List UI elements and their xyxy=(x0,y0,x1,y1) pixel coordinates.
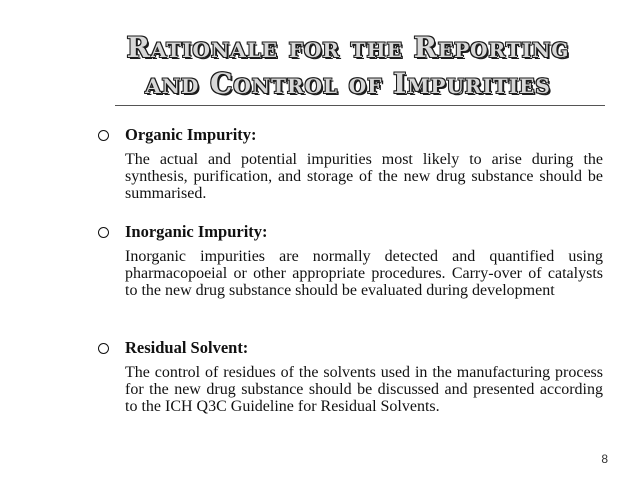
title-divider xyxy=(115,105,605,106)
section-body: Inorganic impurities are normally detected and quantified using pharmacopoeial or other appropriate procedures. Carry-over of catalysts to the new drug substance should be evaluated during development xyxy=(125,248,603,299)
title-line-1: Rationale for the Reporting xyxy=(126,31,570,64)
section-heading: Organic Impurity: xyxy=(125,125,257,144)
section-residual-solvent xyxy=(98,338,603,415)
circle-bullet-icon xyxy=(98,227,109,238)
page-number: 8 xyxy=(601,452,608,466)
section-body: The actual and potential impurities most likely to arise during the synthesis, purification, and storage of the new drug substance should be summarised. xyxy=(125,151,603,202)
section-body: The control of residues of the solvents used in the manufacturing process for the new drug substance should be discussed and presented according to the ICH Q3C Guideline for Residual Solvents. xyxy=(125,364,603,415)
circle-bullet-icon xyxy=(98,343,109,354)
title-line-2: and Control of Impurities xyxy=(145,67,551,100)
section-heading: Inorganic Impurity: xyxy=(125,222,268,241)
slide-title xyxy=(88,30,608,102)
section-heading: Residual Solvent: xyxy=(125,338,249,357)
section-organic-impurity xyxy=(98,125,603,202)
section-inorganic-impurity xyxy=(98,222,603,299)
circle-bullet-icon xyxy=(98,130,109,141)
